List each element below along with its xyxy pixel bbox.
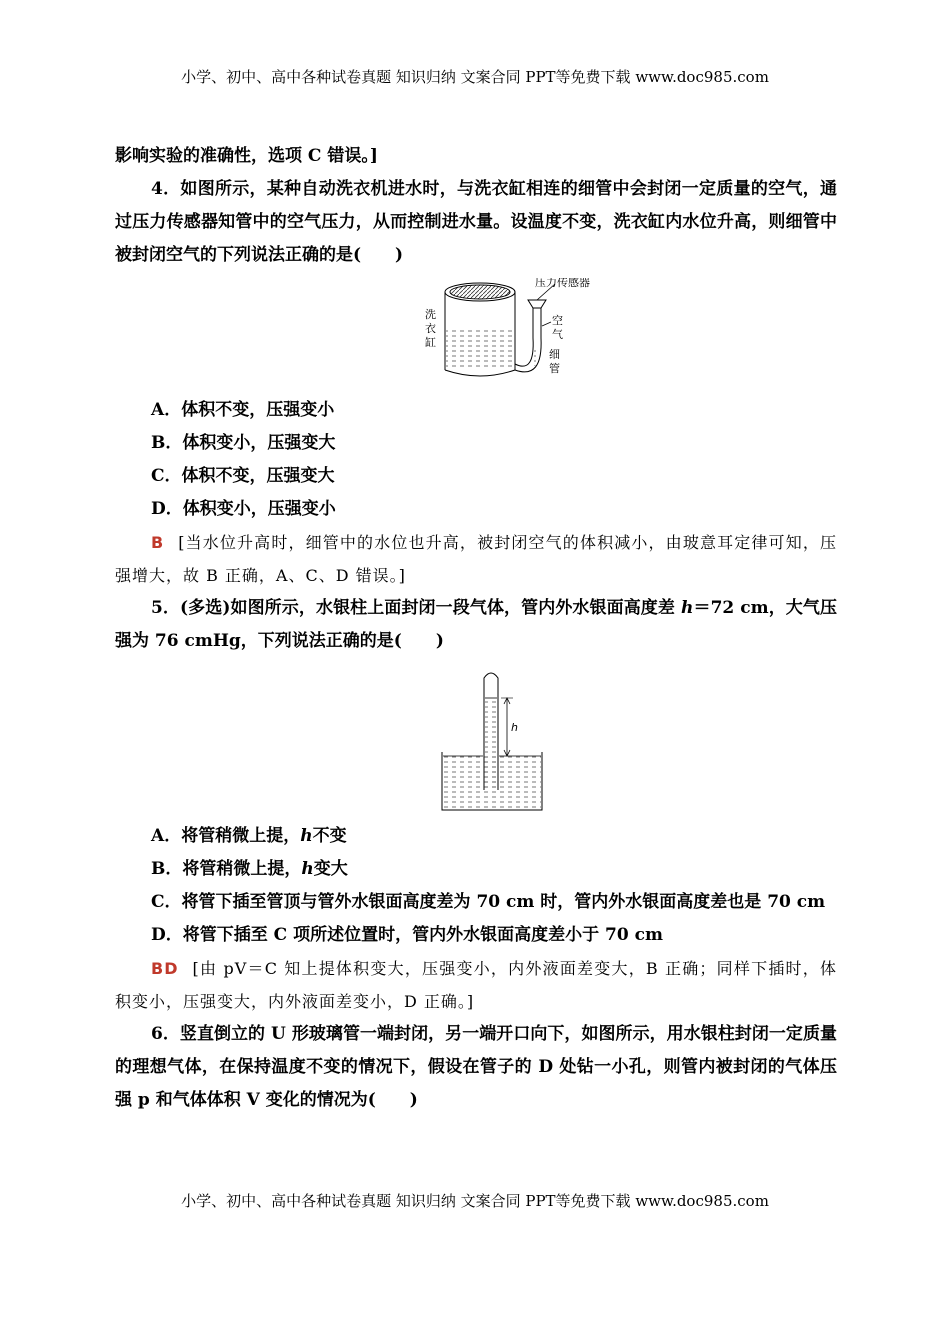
- q4-answer-text: [当水位升高时，细管中的水位也升高，被封闭空气的体积减小，由玻意耳定律可知，压强增大，故 B 正确，A、C、D 错误。]: [115, 533, 837, 585]
- air-label-2: 气: [552, 328, 563, 341]
- q6-stem: 6．竖直倒立的 U 形玻璃管一端封闭，另一端开口向下，如图所示，用水银柱封闭一定质量的理想气体，在保持温度不变的情况下，假设在管子的 D 处钻一小孔，则管内被封闭的气体压强 p 和气体体积 V 变化的情况为( ): [115, 1024, 837, 1110]
- q5-option-c: C．将管下插至管顶与管外水银面高度差为 70 cm 时，管内外水银面高度差也是 70 cm: [151, 892, 826, 912]
- q4-option-d: D．体积变小，压强变小: [151, 499, 336, 519]
- tub-label-2: 衣: [425, 322, 436, 335]
- q5-figure: [115, 664, 837, 814]
- q5-option-a-text: A．将管稍微上提，: [151, 826, 301, 846]
- tube-label-1: 细: [549, 348, 560, 361]
- q5-option-a-var: h: [300, 826, 313, 846]
- q5-stem-part-b: ＝72 cm，大气压强为 76 cmHg，下列说法正确的是( ): [115, 598, 837, 651]
- tube-label-2: 管: [549, 362, 560, 375]
- q5-option-b: [115, 853, 837, 886]
- q5-option-b-tail: 变大: [313, 859, 348, 879]
- q4-answer-letter: B: [151, 533, 165, 552]
- sensor-label: 压力传感器: [535, 278, 590, 289]
- q5-option-b-text: B．将管稍微上提，: [151, 859, 302, 879]
- carryover-text: 影响实验的准确性，选项 C 错误。]: [115, 146, 378, 166]
- q4-figure: [115, 278, 837, 388]
- mercury-tube-diagram: [115, 664, 837, 814]
- q5-stem: [115, 592, 837, 658]
- q5-answer-letter: BD: [151, 959, 179, 978]
- q5-option-d: D．将管下插至 C 项所述位置时，管内外水银面高度差小于 70 cm: [151, 925, 663, 945]
- q4-option-c: C．体积不变，压强变大: [151, 466, 335, 486]
- q5-stem-var: h: [681, 598, 694, 618]
- q4-stem: 4．如图所示，某种自动洗衣机进水时，与洗衣缸相连的细管中会封闭一定质量的空气，通过压力传感器知管中的空气压力，从而控制进水量。设温度不变，洗衣缸内水位升高，则细管中被封闭空气的下列说法正确的是( ): [115, 179, 837, 265]
- q5-answer: [115, 952, 837, 1018]
- h-label: h: [511, 721, 518, 734]
- washer-diagram: [115, 278, 837, 388]
- tub-label-1: 洗: [425, 308, 436, 321]
- air-label-1: 空: [552, 314, 563, 327]
- q5-option-a-tail: 不变: [312, 826, 347, 846]
- page-header: 小学、初中、高中各种试卷真题 知识归纳 文案合同 PPT等免费下载 www.doc985.com: [181, 68, 769, 86]
- q4-answer: [115, 526, 837, 592]
- q4-option-a: A．体积不变，压强变小: [151, 400, 335, 420]
- q5-answer-text: [由 pV＝C 知上提体积变大，压强变小，内外液面差变大，B 正确；同样下插时，体积变小，压强变大，内外液面差变小，D 正确。]: [115, 959, 837, 1011]
- page-content: [115, 140, 837, 1117]
- q5-option-a: [115, 820, 837, 853]
- page-footer: 小学、初中、高中各种试卷真题 知识归纳 文案合同 PPT等免费下载 www.doc985.com: [181, 1192, 769, 1210]
- q4-option-b: B．体积变小，压强变大: [151, 433, 336, 453]
- q5-option-b-var: h: [301, 859, 314, 879]
- tub-label-3: 缸: [425, 336, 436, 349]
- q5-stem-part-a: 5．(多选)如图所示，水银柱上面封闭一段气体，管内外水银面高度差: [151, 598, 682, 618]
